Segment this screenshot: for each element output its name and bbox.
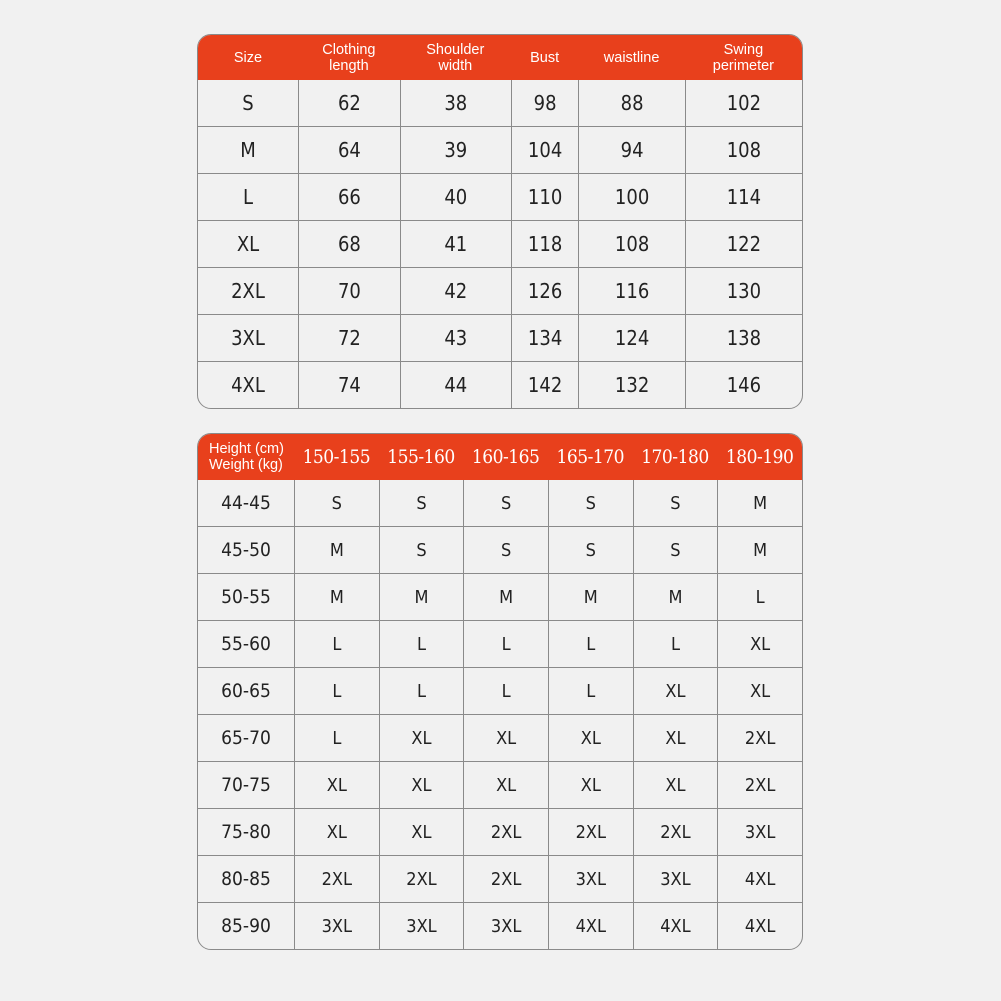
size-label-cell: XL: [198, 220, 298, 267]
fit-row: [198, 526, 802, 573]
fit-row: [198, 808, 802, 855]
weight-range-cell: 50-55: [198, 573, 294, 620]
measurement-value-cell: 68: [298, 220, 400, 267]
recommended-size-cell: 3XL: [548, 855, 633, 902]
fit-table-body: [198, 480, 802, 949]
header-text-line: Clothing: [322, 41, 376, 58]
measurement-value-cell: 134: [511, 314, 579, 361]
measurement-value-cell: 40: [400, 173, 511, 220]
recommended-size-cell: XL: [463, 761, 548, 808]
measurement-row: [198, 314, 802, 361]
height-range-header: 150-155: [294, 434, 379, 480]
recommended-size-cell: XL: [463, 714, 548, 761]
measurement-value-cell: 98: [511, 80, 579, 126]
header-text-line: perimeter: [712, 57, 775, 74]
size-label-cell: 3XL: [198, 314, 298, 361]
measurement-value-cell: 72: [298, 314, 400, 361]
fit-row: [198, 714, 802, 761]
fit-row: [198, 902, 802, 949]
fit-row: [198, 667, 802, 714]
measurement-value-cell: 102: [685, 80, 802, 126]
size-measurement-table: [197, 34, 803, 409]
size-label-cell: M: [198, 126, 298, 173]
weight-label: Weight (kg): [209, 457, 283, 473]
recommended-size-cell: L: [717, 573, 802, 620]
measurement-value-cell: 42: [400, 267, 511, 314]
measurement-value-cell: 116: [578, 267, 684, 314]
measurement-value-cell: 130: [685, 267, 802, 314]
height-range-header: 165-170: [548, 434, 633, 480]
recommended-size-cell: 3XL: [633, 855, 718, 902]
header-text-line: Bust: [530, 49, 560, 66]
measurement-value-cell: 43: [400, 314, 511, 361]
measurement-value-cell: 100: [578, 173, 684, 220]
height-weight-corner-header: [198, 434, 294, 480]
recommended-size-cell: XL: [379, 761, 464, 808]
recommended-size-cell: L: [463, 667, 548, 714]
measurement-value-cell: 118: [511, 220, 579, 267]
measurement-value-cell: 126: [511, 267, 579, 314]
recommended-size-cell: M: [633, 573, 718, 620]
recommended-size-cell: XL: [717, 620, 802, 667]
recommended-size-cell: M: [294, 526, 379, 573]
measurement-value-cell: 104: [511, 126, 579, 173]
recommended-size-cell: S: [463, 526, 548, 573]
measurement-value-cell: 39: [400, 126, 511, 173]
recommended-size-cell: 4XL: [548, 902, 633, 949]
measurement-value-cell: 110: [511, 173, 579, 220]
recommended-size-cell: 3XL: [463, 902, 548, 949]
measurement-row: [198, 80, 802, 126]
measurement-value-cell: 108: [685, 126, 802, 173]
recommended-size-cell: L: [294, 714, 379, 761]
header-text-line: Swing: [723, 41, 764, 58]
recommended-size-cell: S: [633, 526, 718, 573]
weight-range-cell: 44-45: [221, 492, 271, 514]
recommended-size-cell: M: [548, 573, 633, 620]
height-range-header: 180-190: [717, 434, 802, 480]
measurement-value-cell: 114: [685, 173, 802, 220]
recommended-size-cell: XL: [379, 808, 464, 855]
recommended-size-cell: L: [548, 620, 633, 667]
weight-range-cell: 60-65: [198, 667, 294, 714]
recommended-size-cell: 2XL: [463, 808, 548, 855]
fit-header-row: [198, 434, 802, 480]
measurement-value-cell: 74: [298, 361, 400, 408]
measurement-value-cell: 94: [578, 126, 684, 173]
size-label-cell: S: [242, 91, 254, 115]
measurement-column-header: [685, 35, 802, 80]
recommended-size-cell: XL: [548, 714, 633, 761]
recommended-size-cell: S: [633, 480, 718, 526]
recommended-size-cell: XL: [633, 761, 718, 808]
measurement-row: [198, 361, 802, 408]
header-text-line: Shoulder: [426, 41, 485, 58]
header-text-line: width: [438, 57, 473, 74]
recommended-size-cell: M: [717, 480, 802, 526]
height-range-header: 170-180: [633, 434, 718, 480]
measurement-value-cell: 122: [685, 220, 802, 267]
fit-row: [198, 573, 802, 620]
size-label-cell: L: [198, 173, 298, 220]
measurement-row: [198, 126, 802, 173]
measurement-value-cell: 70: [298, 267, 400, 314]
fit-row: [198, 761, 802, 808]
measurement-value-cell: 124: [578, 314, 684, 361]
size-label-cell: 2XL: [198, 267, 298, 314]
measurement-value-cell: 142: [511, 361, 579, 408]
recommended-size-cell: S: [294, 480, 379, 526]
measurement-column-header: [198, 35, 298, 80]
measurement-value-cell: 38: [400, 80, 511, 126]
weight-range-cell: 55-60: [198, 620, 294, 667]
weight-range-cell: 70-75: [198, 761, 294, 808]
measurement-column-header: [298, 35, 400, 80]
measurement-value-cell: 146: [685, 361, 802, 408]
recommended-size-cell: S: [379, 526, 464, 573]
measurement-row: [198, 220, 802, 267]
fit-row: [198, 855, 802, 902]
header-text-line: Size: [233, 49, 263, 66]
recommended-size-cell: 2XL: [548, 808, 633, 855]
measurement-value-cell: 88: [578, 80, 684, 126]
measurement-column-header: [578, 35, 684, 80]
weight-range-cell: 75-80: [198, 808, 294, 855]
measurement-value-cell: 138: [685, 314, 802, 361]
weight-range-cell: 45-50: [198, 526, 294, 573]
recommended-size-cell: XL: [294, 808, 379, 855]
recommended-size-cell: XL: [379, 714, 464, 761]
measurement-value-cell: 66: [298, 173, 400, 220]
recommended-size-cell: 2XL: [294, 855, 379, 902]
recommended-size-cell: XL: [633, 667, 718, 714]
measurement-value-cell: 108: [578, 220, 684, 267]
measurement-header-row: [198, 35, 802, 80]
recommended-size-cell: XL: [633, 714, 718, 761]
recommended-size-cell: 3XL: [379, 902, 464, 949]
weight-range-cell: 85-90: [198, 902, 294, 949]
height-label: Height (cm): [209, 441, 284, 457]
recommended-size-cell: M: [379, 573, 464, 620]
recommended-size-cell: XL: [548, 761, 633, 808]
recommended-size-cell: L: [294, 620, 379, 667]
measurement-column-header: [511, 35, 579, 80]
measurement-table-body: [198, 80, 802, 408]
recommended-size-cell: S: [379, 480, 464, 526]
recommended-size-cell: 3XL: [717, 808, 802, 855]
recommended-size-cell: S: [548, 480, 633, 526]
recommended-size-cell: S: [548, 526, 633, 573]
recommended-size-cell: M: [294, 573, 379, 620]
size-label-cell: 4XL: [198, 361, 298, 408]
measurement-value-cell: 64: [298, 126, 400, 173]
recommended-size-cell: L: [294, 667, 379, 714]
weight-range-cell: 80-85: [198, 855, 294, 902]
recommended-size-cell: XL: [294, 761, 379, 808]
recommended-size-cell: 3XL: [294, 902, 379, 949]
measurement-value-cell: 41: [400, 220, 511, 267]
recommended-size-cell: L: [463, 620, 548, 667]
recommended-size-cell: XL: [717, 667, 802, 714]
recommended-size-cell: S: [463, 480, 548, 526]
height-range-header: 160-165: [463, 434, 548, 480]
recommended-size-cell: 2XL: [463, 855, 548, 902]
measurement-row: [198, 173, 802, 220]
measurement-value-cell: 62: [298, 80, 400, 126]
height-range-header: 155-160: [379, 434, 464, 480]
measurement-value-cell: 44: [400, 361, 511, 408]
recommended-size-cell: L: [379, 667, 464, 714]
header-text-line: length: [329, 57, 369, 74]
fit-row: [198, 620, 802, 667]
recommended-size-cell: 2XL: [717, 714, 802, 761]
recommended-size-cell: L: [379, 620, 464, 667]
measurement-column-header: [400, 35, 511, 80]
recommended-size-cell: M: [463, 573, 548, 620]
recommended-size-cell: 2XL: [633, 808, 718, 855]
recommended-size-cell: 4XL: [717, 902, 802, 949]
height-weight-size-table: [197, 433, 803, 950]
fit-row: [198, 480, 802, 526]
recommended-size-cell: L: [633, 620, 718, 667]
recommended-size-cell: 4XL: [717, 855, 802, 902]
recommended-size-cell: L: [548, 667, 633, 714]
recommended-size-cell: 2XL: [717, 761, 802, 808]
weight-range-cell: 65-70: [198, 714, 294, 761]
header-text-line: waistline: [603, 49, 660, 66]
recommended-size-cell: M: [717, 526, 802, 573]
measurement-value-cell: 132: [578, 361, 684, 408]
recommended-size-cell: 2XL: [379, 855, 464, 902]
recommended-size-cell: 4XL: [633, 902, 718, 949]
measurement-row: [198, 267, 802, 314]
